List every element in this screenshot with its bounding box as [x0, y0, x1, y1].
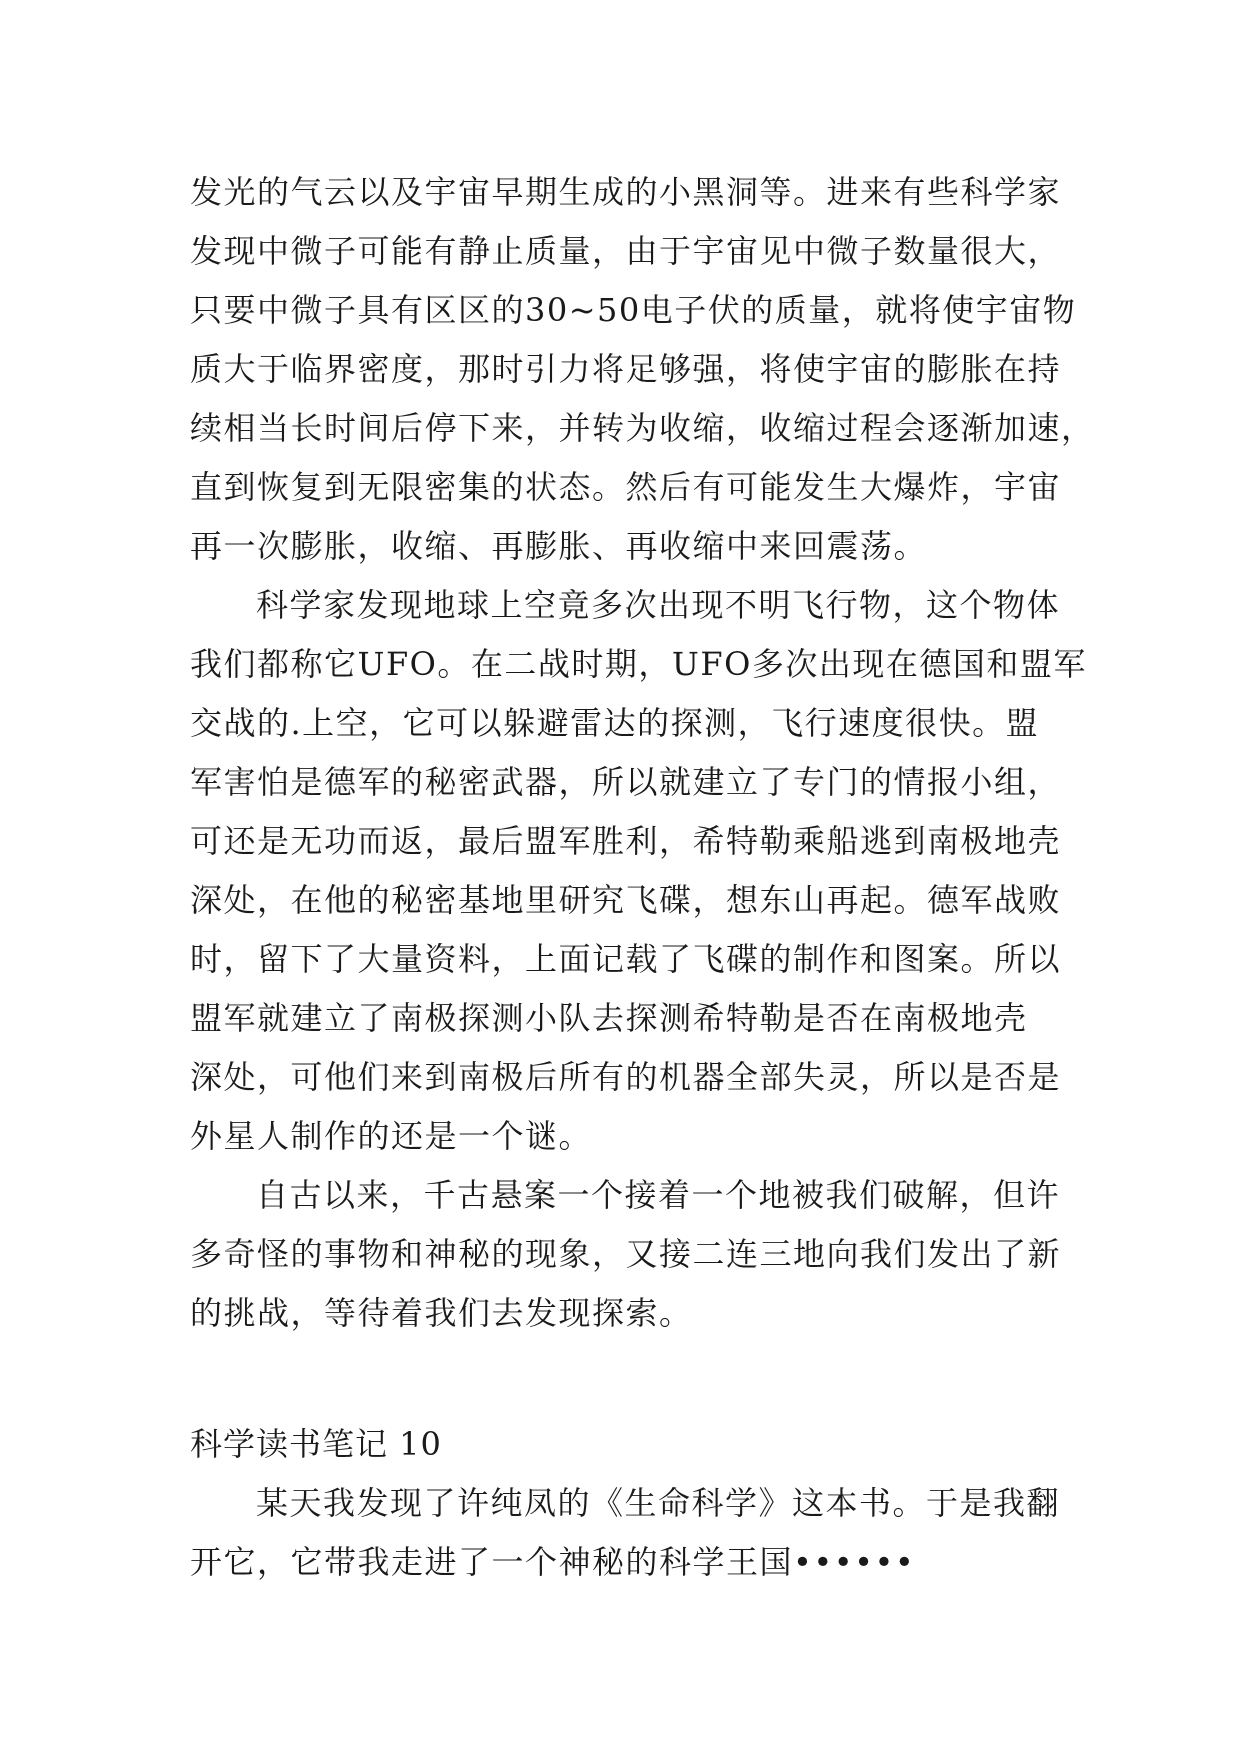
text-line: 只要中微子具有区区的30~50电子伏的质量，就将使宇宙物	[190, 291, 1077, 329]
section-spacer	[190, 1343, 1070, 1415]
text-line: 可还是无功而返，最后盟军胜利，希特勒乘船逃到南极地壳	[190, 822, 1062, 860]
text-line: 时，留下了大量资料，上面记载了飞碟的制作和图案。所以	[190, 940, 1062, 978]
text-line: 续相当长时间后停下来，并转为收缩，收缩过程会逐渐加速，	[190, 409, 1095, 447]
text-line: 开它，它带我走进了一个神秘的科学王国••••••	[190, 1543, 916, 1581]
text-line: 军害怕是德军的秘密武器，所以就建立了专门的情报小组，	[190, 763, 1062, 801]
text-line: 某天我发现了许纯凤的《生命科学》这本书。于是我翻	[256, 1484, 1061, 1522]
text-line: 自古以来，千古悬案一个接着一个地被我们破解，但许	[256, 1176, 1061, 1214]
text-line: 质大于临界密度，那时引力将足够强，将使宇宙的膨胀在持	[190, 350, 1062, 388]
text-line: 深处，在他的秘密基地里研究飞碟，想东山再起。德军战败	[190, 881, 1062, 919]
text-line: 盟军就建立了南极探测小队去探测希特勒是否在南极地壳	[190, 999, 1028, 1037]
paragraph-conclusion	[190, 1166, 1070, 1343]
text-line: 发光的气云以及宇宙早期生成的小黑洞等。进来有些科学家	[190, 173, 1062, 211]
section-heading: 科学读书笔记 10	[190, 1425, 442, 1463]
text-line: 的挑战，等待着我们去发现探索。	[190, 1294, 693, 1332]
text-line: 直到恢复到无限密集的状态。然后有可能发生大爆炸，宇宙	[190, 468, 1062, 506]
paragraph-life-science	[190, 1474, 1070, 1592]
text-line: 多奇怪的事物和神秘的现象，又接二连三地向我们发出了新	[190, 1235, 1062, 1273]
text-line: 深处，可他们来到南极后所有的机器全部失灵，所以是否是	[190, 1058, 1062, 1096]
paragraph-ufo	[190, 576, 1087, 1166]
text-line: 外星人制作的还是一个谜。	[190, 1117, 593, 1155]
paragraph-cosmology	[190, 163, 1095, 576]
text-line: 交战的.上空，它可以躲避雷达的探测，飞行速度很快。盟	[190, 704, 1040, 742]
document-body	[190, 163, 1095, 1592]
text-line: 再一次膨胀，收缩、再膨胀、再收缩中来回震荡。	[190, 527, 928, 565]
text-line: 科学家发现地球上空竟多次出现不明飞行物，这个物体	[256, 586, 1061, 624]
text-line: 发现中微子可能有静止质量，由于宇宙见中微子数量很大，	[190, 232, 1062, 270]
text-line: 我们都称它UFO。在二战时期，UFO多次出现在德国和盟军	[190, 645, 1087, 683]
